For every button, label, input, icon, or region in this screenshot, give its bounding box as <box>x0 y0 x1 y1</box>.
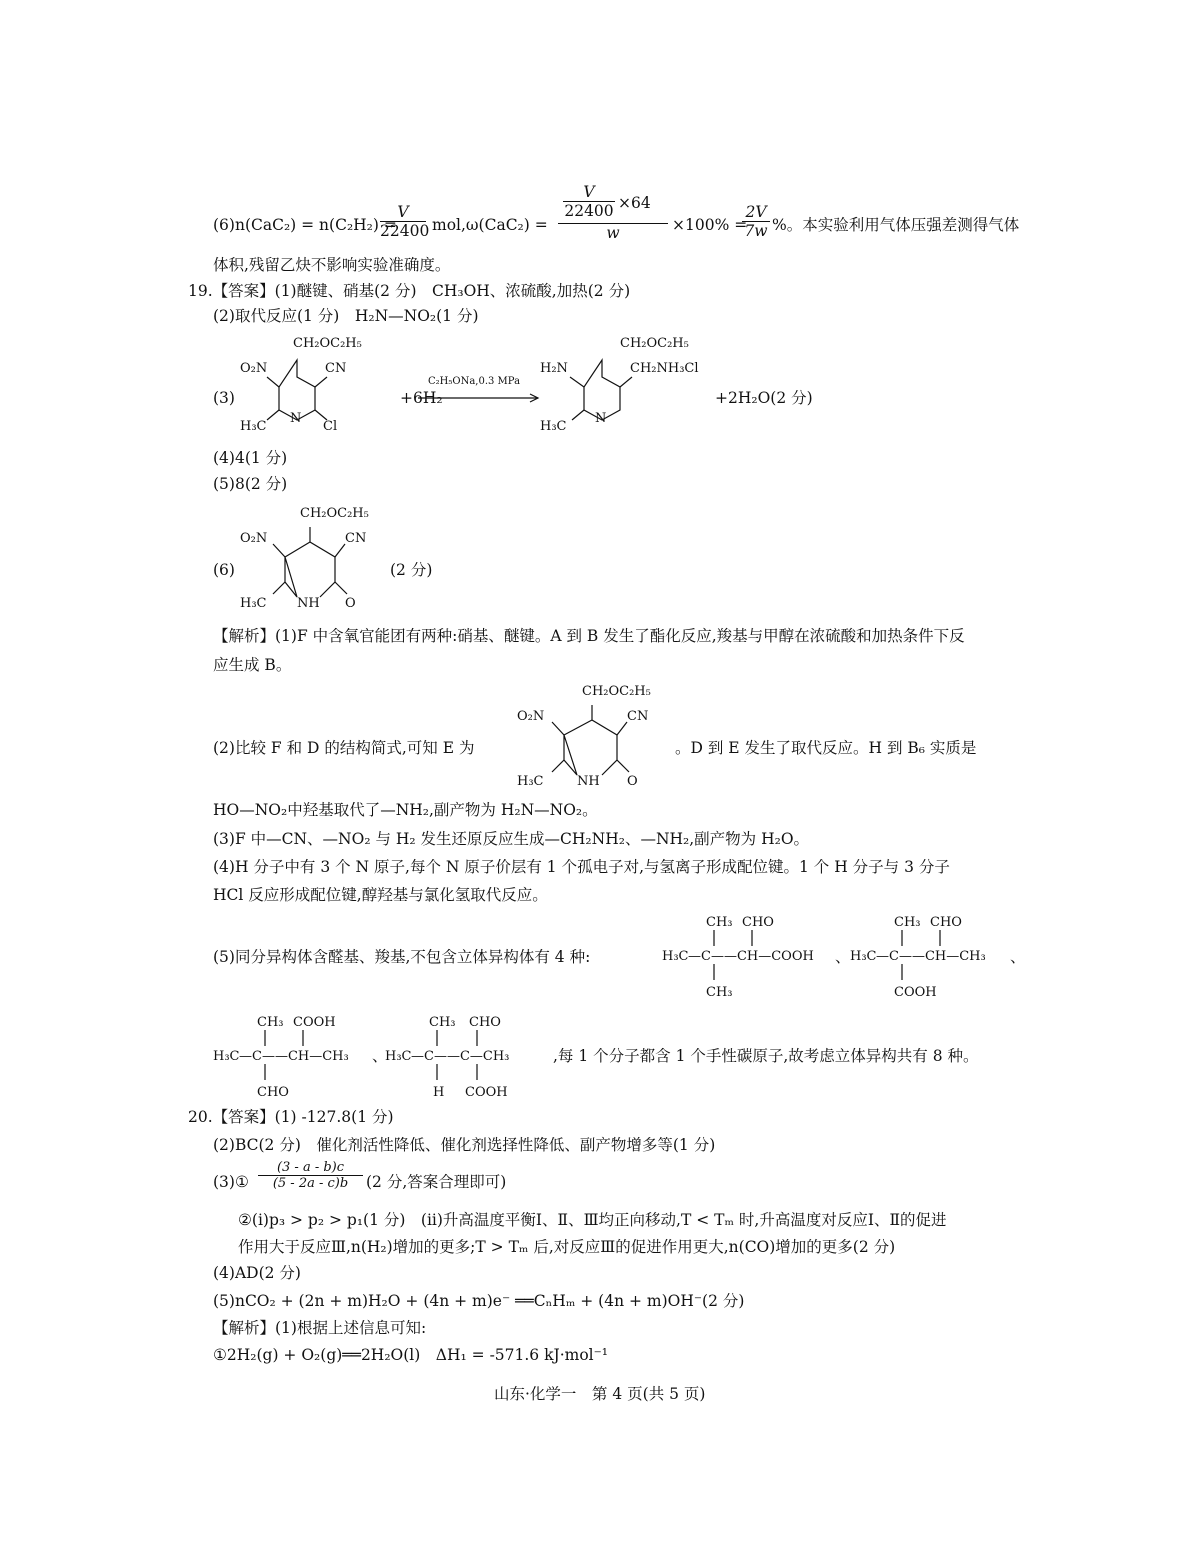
svg-text:NH: NH <box>577 774 600 789</box>
q19-explain-3: (3)F 中—CN、—NO₂ 与 H₂ 发生还原反应生成—CH₂NH₂、—NH₂,副产物为 H₂O。 <box>213 830 810 848</box>
svg-text:H₂N: H₂N <box>540 361 568 376</box>
q19-explain-2c: HO—NO₂中羟基取代了—NH₂,副产物为 H₂N—NO₂。 <box>213 801 598 819</box>
q18-frac-2v: $\frac{2V}{7w}$ <box>742 203 770 240</box>
svg-text:—C——C—CH₃: —C——C—CH₃ <box>411 1049 510 1064</box>
svg-text:CH₂OC₂H₅: CH₂OC₂H₅ <box>620 336 689 351</box>
svg-text:CH₃: CH₃ <box>706 915 733 930</box>
svg-text:N: N <box>595 411 607 426</box>
q20-answer-3b-2: 作用大于反应Ⅲ,n(H₂)增加的更多;T > Tₘ 后,对反应Ⅲ的促进作用更大,n(CO)增加的更多(2 分) <box>238 1238 896 1256</box>
q20-explain-0: 【解析】(1)根据上述信息可知: <box>213 1319 427 1337</box>
product-structure <box>540 332 710 437</box>
q20-answer-2: (2)BC(2 分) 催化剂活性降低、催化剂选择性降低、副产物增多等(1 分) <box>213 1136 716 1154</box>
svg-text:O: O <box>345 596 356 611</box>
q18-mid: mol,ω(CaC₂) = <box>432 216 548 234</box>
svg-text:COOH: COOH <box>465 1085 508 1100</box>
svg-text:H₃C: H₃C <box>850 949 877 964</box>
svg-text:NH: NH <box>297 596 320 611</box>
isomer-sep-1: 、 <box>835 948 851 966</box>
answer-6-structure <box>235 502 385 612</box>
svg-text:CN: CN <box>627 709 649 724</box>
svg-text:H₃C: H₃C <box>240 596 267 611</box>
q19-explain-1b: 应生成 B。 <box>213 656 292 674</box>
isomer-3 <box>213 1010 383 1100</box>
q20-answer-3-fraction: $\frac{(3 - a - b)c}{(5 - 2a - c)b}$ <box>258 1160 363 1191</box>
q19-explain-5a: (5)同分异构体含醛基、羧基,不包含立体异构体有 4 种: <box>213 948 591 966</box>
svg-text:O₂N: O₂N <box>517 709 545 724</box>
svg-text:H₃C: H₃C <box>662 949 689 964</box>
svg-text:CHO: CHO <box>742 915 774 930</box>
q19-answer-5: (5)8(2 分) <box>213 475 288 493</box>
q20-answer-4: (4)AD(2 分) <box>213 1264 301 1282</box>
q18-frac-v: $\frac{V}{22400}$ <box>380 203 430 240</box>
q19-explain-4b: HCl 反应形成配位键,醇羟基与氯化氢取代反应。 <box>213 886 548 904</box>
svg-text:O₂N: O₂N <box>240 531 268 546</box>
svg-text:H₃C: H₃C <box>385 1049 412 1064</box>
q20-answer-5: (5)nCO₂ + (2n + m)H₂O + (4n + m)e⁻ ══CₙHₘ + (4n + m)OH⁻(2 分) <box>213 1292 745 1310</box>
svg-text:H₃C: H₃C <box>213 1049 240 1064</box>
svg-text:CN: CN <box>325 361 347 376</box>
q19-answer-1: 19.【答案】(1)醚键、硝基(2 分) CH₃OH、浓硫酸,加热(2 分) <box>188 282 631 300</box>
svg-text:—C——CH—CH₃: —C——CH—CH₃ <box>239 1049 349 1064</box>
svg-text:CHO: CHO <box>469 1015 501 1030</box>
q18-line2: 体积,残留乙炔不影响实验准确度。 <box>213 256 451 274</box>
q19-answer-6-score: (2 分) <box>390 561 433 579</box>
isomer-sep-3: 、 <box>372 1047 388 1065</box>
svg-text:CH₃: CH₃ <box>429 1015 456 1030</box>
q20-explain-1: ①2H₂(g) + O₂(g)══2H₂O(l) ΔH₁ = -571.6 kJ·mol⁻¹ <box>213 1346 609 1364</box>
isomer-sep-2: 、 <box>1010 948 1026 966</box>
svg-text:H₃C: H₃C <box>540 419 567 434</box>
q20-answer-3b-1: ②(i)p₃ > p₂ > p₁(1 分) (ii)升高温度平衡Ⅰ、Ⅱ、Ⅲ均正向移动,T < Tₘ 时,升高温度对反应Ⅰ、Ⅱ的促进 <box>238 1211 947 1229</box>
svg-text:CH₂NH₃Cl: CH₂NH₃Cl <box>630 361 699 376</box>
q19-explain-4a: (4)H 分子中有 3 个 N 原子,每个 N 原子价层有 1 个孤电子对,与氢离子形成配位键。1 个 H 分子与 3 分子 <box>213 858 950 876</box>
q18-big-frac: $\frac{V}{22400}$ ×64 w <box>558 183 668 242</box>
page-footer: 山东·化学一 第 4 页(共 5 页) <box>494 1385 706 1403</box>
isomer-4 <box>385 1010 555 1100</box>
q19-explain-1a: 【解析】(1)F 中含氧官能团有两种:硝基、醚键。A 到 B 发生了酯化反应,羧基与甲醇在浓硫酸和加热条件下反 <box>213 627 965 645</box>
svg-text:CH₂OC₂H₅: CH₂OC₂H₅ <box>300 506 369 521</box>
svg-text:CH₂OC₂H₅: CH₂OC₂H₅ <box>293 336 362 351</box>
svg-text:H: H <box>433 1085 445 1100</box>
q20-answer-3-tail: (2 分,答案合理即可) <box>366 1173 507 1191</box>
q19-explain-5b: ,每 1 个分子都含 1 个手性碳原子,故考虑立体异构共有 8 种。 <box>553 1047 979 1065</box>
svg-text:COOH: COOH <box>894 985 937 1000</box>
structure-e <box>512 680 662 790</box>
svg-text:CH₃: CH₃ <box>706 985 733 1000</box>
svg-text:O: O <box>627 774 638 789</box>
svg-text:CH₃: CH₃ <box>257 1015 284 1030</box>
svg-text:—C——CH—COOH: —C——CH—COOH <box>688 949 814 964</box>
svg-text:O₂N: O₂N <box>240 361 268 376</box>
svg-text:—C——CH—CH₃: —C——CH—CH₃ <box>876 949 986 964</box>
reactant-structure <box>235 332 365 437</box>
svg-text:COOH: COOH <box>293 1015 336 1030</box>
svg-text:H₃C: H₃C <box>240 419 267 434</box>
svg-text:H₃C: H₃C <box>517 774 544 789</box>
q18-tail: %。本实验利用气体压强差测得气体 <box>772 216 1020 234</box>
isomer-1 <box>662 910 842 1000</box>
svg-text:N: N <box>290 411 302 426</box>
svg-text:CH₂OC₂H₅: CH₂OC₂H₅ <box>582 684 651 699</box>
q19-answer-3-label: (3) <box>213 389 235 407</box>
q19-explain-2a: (2)比较 F 和 D 的结构简式,可知 E 为 <box>213 739 475 757</box>
q19-plus-h2: +6H₂ <box>400 389 443 407</box>
q20-answer-1: 20.【答案】(1) -127.8(1 分) <box>188 1108 394 1126</box>
svg-text:CH₃: CH₃ <box>894 915 921 930</box>
q19-answer-6-label: (6) <box>213 561 235 579</box>
svg-text:CN: CN <box>345 531 367 546</box>
q19-answer-2: (2)取代反应(1 分) H₂N—NO₂(1 分) <box>213 307 479 325</box>
q18-line1-start: (6)n(CaC₂) = n(C₂H₂) = <box>213 216 397 234</box>
svg-text:Cl: Cl <box>323 419 338 434</box>
svg-text:CHO: CHO <box>930 915 962 930</box>
reaction-condition: C₂H₅ONa,0.3 MPa <box>428 376 521 387</box>
q19-answer-4: (4)4(1 分) <box>213 449 288 467</box>
q18-pct: ×100% = <box>672 216 748 234</box>
q19-answer-3-tail: +2H₂O(2 分) <box>715 389 813 407</box>
q20-answer-3-label: (3)① <box>213 1173 249 1191</box>
svg-text:CHO: CHO <box>257 1085 289 1100</box>
isomer-2 <box>850 910 1020 1000</box>
q19-explain-2b: 。D 到 E 发生了取代反应。H 到 B₆ 实质是 <box>675 739 977 757</box>
